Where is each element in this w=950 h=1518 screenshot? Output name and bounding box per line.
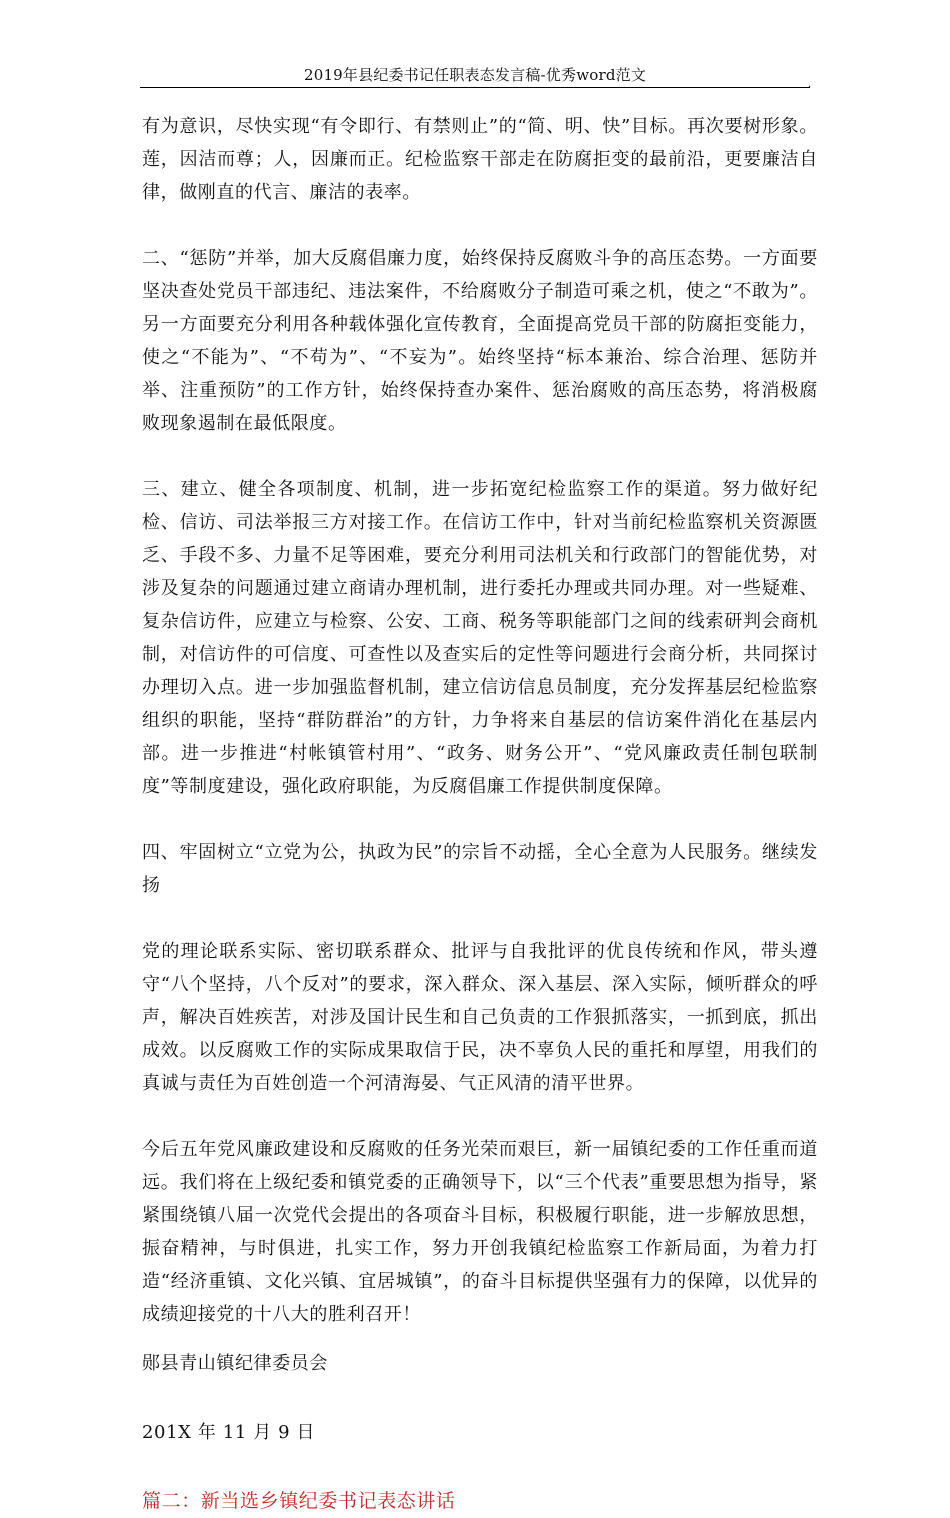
paragraph-party-tradition: 党的理论联系实际、密切联系群众、批评与自我批评的优良传统和作风，带头遵守“八个坚持，八个反对”的要求，深入群众、深入基层、深入实际，倾听群众的呼声，解决百姓疾苦，对涉及国计民生和自己负责的工作狠抓落实，一抓到底，抓出成效。以反腐败工作的实际成果取信于民，决不辜负人民的重托和厚望，用我们的真诚与责任为百姓创造一个河清海晏、气正风清的清平世界。 [142, 941, 818, 1094]
document-date: 201X 年 11 月 9 日 [142, 1422, 316, 1443]
header-divider [140, 87, 810, 88]
signature: 郧县青山镇纪律委员会 [142, 1353, 328, 1374]
paragraph-outlook: 今后五年党风廉政建设和反腐败的任务光荣而艰巨，新一届镇纪委的工作任重而道远。我们将在上级纪委和镇党委的正确领导下，以“三个代表”重要思想为指导，紧紧围绕镇八届一次党代会提出的各项奋斗目标，积极履行职能，进一步解放思想，振奋精神，与时俱进，扎实工作，努力开创我镇纪检监察工作新局面，为着力打造“经济重镇、文化兴镇、宜居城镇”，的奋斗目标提供坚强有力的保障，以优异的成绩迎接党的十八大的胜利召开！ [142, 1139, 818, 1325]
header-title: 2019年县纪委书记任职表态发言稿-优秀word范文 [303, 66, 647, 84]
header-mark: . [808, 79, 812, 90]
paragraph-point-three: 三、建立、健全各项制度、机制，进一步拓宽纪检监察工作的渠道。努力做好纪检、信访、司法举报三方对接工作。在信访工作中，针对当前纪检监察机关资源匮乏、手段不多、力量不足等困难，要充分利用司法机关和行政部门的智能优势，对涉及复杂的问题通过建立商请办理机制，进行委托办理或共同办理。对一些疑难、复杂信访件，应建立与检察、公安、工商、税务等职能部门之间的线索研判会商机制，对信访件的可信度、可查性以及查实后的定性等问题进行会商分析，共同探讨办理切入点。进一步加强监督机制，建立信访信息员制度，充分发挥基层纪检监察组织的职能，坚持“群防群治”的方针，力争将来自基层的信访案件消化在基层内部。进一步推进“村帐镇管村用”、“政务、财务公开”、“党风廉政责任制包联制度”等制度建设，强化政府职能，为反腐倡廉工作提供制度保障。 [142, 479, 818, 797]
paragraph-continuation: 有为意识，尽快实现“有令即行、有禁则止”的“简、明、快”目标。再次要树形象。莲，因洁而尊；人，因廉而正。纪检监察干部走在防腐拒变的最前沿，更要廉洁自律，做刚直的代言、廉洁的表率。 [142, 116, 818, 203]
page-header [0, 0, 950, 92]
paragraph-point-two: 二、“惩防”并举，加大反腐倡廉力度，始终保持反腐败斗争的高压态势。一方面要坚决查处党员干部违纪、违法案件，不给腐败分子制造可乘之机，使之“不敢为”。另一方面要充分利用各种载体强化宣传教育，全面提高党员干部的防腐拒变能力，使之“不能为”、“不苟为”、“不妄为”。始终坚持“标本兼治、综合治理、惩防并举、注重预防”的工作方针，始终保持查办案件、惩治腐败的高压态势，将消极腐败现象遏制在最低限度。 [142, 248, 818, 434]
paragraph-point-four: 四、牢固树立“立党为公，执政为民”的宗旨不动摇，全心全意为人民服务。继续发扬 [142, 842, 818, 896]
document-body [142, 110, 818, 1518]
section-heading: 篇二：新当选乡镇纪委书记表态讲话 [142, 1490, 456, 1512]
